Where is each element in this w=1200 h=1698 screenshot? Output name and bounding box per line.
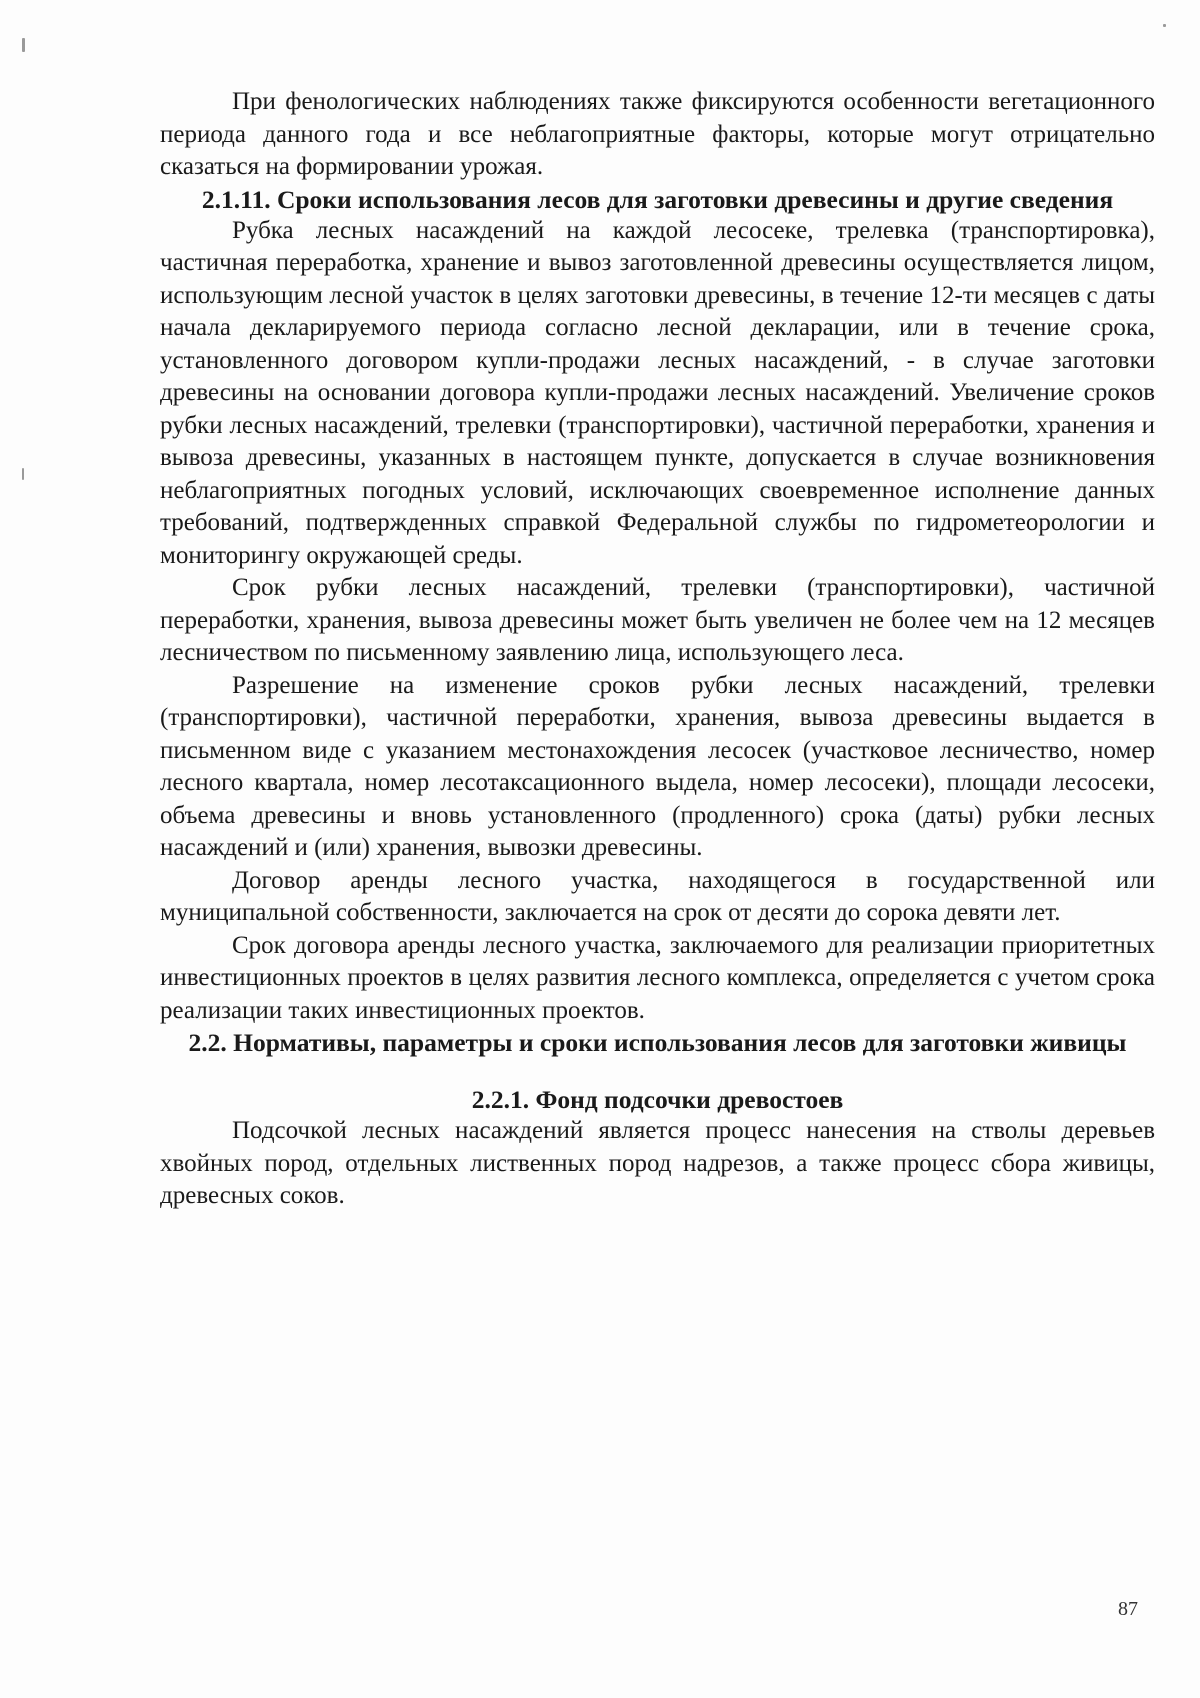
paragraph-felling-terms: Рубка лесных насаждений на каждой лесосеке, трелевка (транспортировка), частичная переработка, хранение и вывоз заготовленной древесины осуществляется лицом, использующим лесной участок в целях заготовки древесины, в течение 12-ти месяцев с даты начала декларируемого периода согласно лесной декларации, или в течение срока, установленного договором купли-продажи лесных насаждений, - в случае заготовки древесины на основании договора купли-продажи лесных насаждений. Увеличение сроков рубки лесных насаждений, трелевки (транспортировки), частичной переработки, хранения и вывоза древесины, указанных в настоящем пункте, допускается в случае возникновения неблагоприятных погодных условий, исключающих своевременное исполнение данных требований, подтвержденных справкой Федеральной службы по гидрометеорологии и мониторингу окружающей среды.	[160, 216, 1155, 569]
paragraph-change-permission: Разрешение на изменение сроков рубки лесных насаждений, трелевки (транспортировки), частичной переработки, хранения, вывоза древесины выдается в письменном виде с указанием местонахождения лесосек (участковое лесничество, номер лесного квартала, номер лесотаксационного выдела, номер лесосеки), площади лесосеки, объема древесины и вновь установленного (продленного) срока (даты) рубки лесных насаждений и (или) хранения, вывозки древесины.	[160, 671, 1155, 861]
scan-speck	[22, 38, 25, 52]
scan-speck	[22, 468, 24, 480]
page-number: 87	[1118, 1598, 1138, 1620]
paragraph-term-extension: Срок рубки лесных насаждений, трелевки (транспортировки), частичной переработки, хранения, вывоза древесины может быть увеличен не более чем на 12 месяцев лесничеством по письменному заявлению лица, использующего леса.	[160, 574, 1155, 666]
document-body	[160, 86, 1155, 1213]
section-heading-2-1-11: 2.1.11. Сроки использования лесов для заготовки древесины и другие сведения	[201, 184, 1114, 214]
paragraph-lease-investment: Срок договора аренды лесного участка, заключаемого для реализации приоритетных инвестиционных проектов в целях развития лесного комплекса, определяется с учетом срока реализации таких инвестиционных проектов.	[160, 931, 1155, 1024]
paragraph-lease-term: Договор аренды лесного участка, находящегося в государственной или муниципальной собственности, заключается на срок от десяти до сорока девяти лет.	[160, 866, 1155, 926]
paragraph-tapping-definition: Подсочкой лесных насаждений является процесс нанесения на стволы деревьев хвойных пород, отдельных лиственных пород надрезов, а также процесс сбора живицы, древесных соков.	[160, 1117, 1155, 1209]
paragraph-phenology: При фенологических наблюдениях также фиксируются особенности вегетационного периода данного года и все неблагоприятные факторы, которые могут отрицательно сказаться на формировании урожая.	[160, 88, 1155, 180]
scan-speck	[1163, 24, 1166, 27]
section-heading-2-2-1: 2.2.1. Фонд подсочки древостоев	[471, 1085, 844, 1114]
section-heading-2-2: 2.2. Нормативы, параметры и сроки использования лесов для заготовки живицы	[188, 1028, 1127, 1057]
